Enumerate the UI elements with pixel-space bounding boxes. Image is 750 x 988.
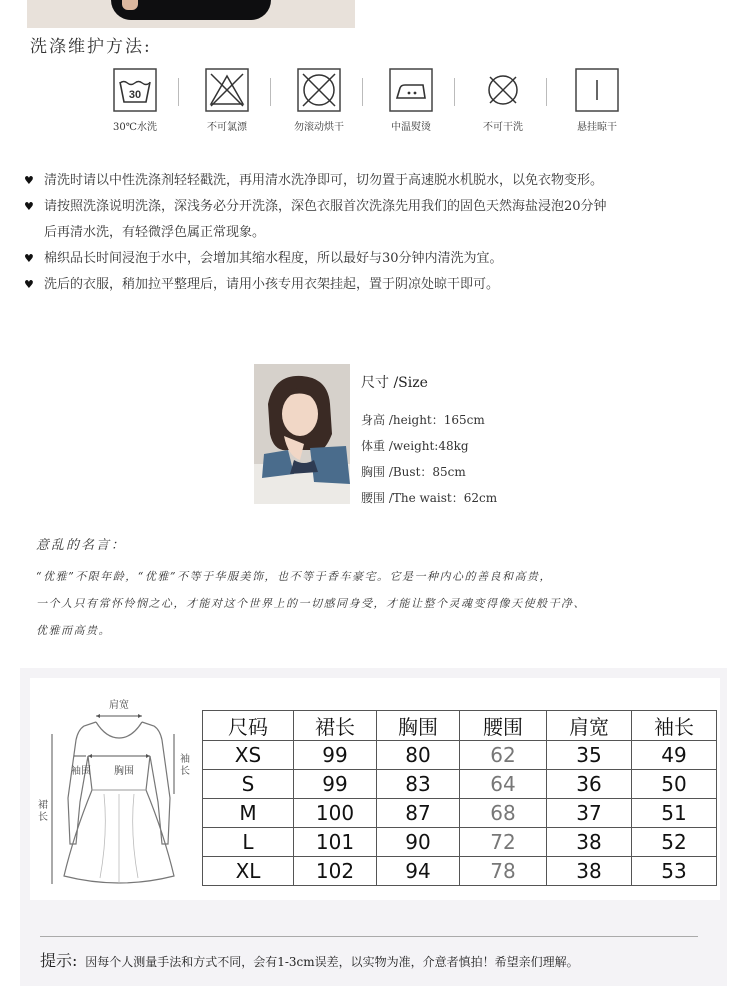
- table-cell: 50: [632, 770, 717, 799]
- quote-block: [36, 534, 736, 644]
- table-cell: 37: [547, 799, 632, 828]
- tip-label: 提示:: [40, 951, 78, 970]
- table-cell: 52: [632, 828, 717, 857]
- table-row: [203, 770, 717, 799]
- table-cell: 36: [547, 770, 632, 799]
- table-row: [203, 857, 717, 886]
- table-cell: 99: [294, 741, 377, 770]
- no-dry-clean-icon: [468, 68, 538, 133]
- quote-line: 优雅而高贵。: [36, 624, 111, 637]
- table-cell: 68: [460, 799, 547, 828]
- model-bust: 胸围 /Bust：85cm: [361, 465, 466, 479]
- diagram-label-bust: 胸围: [114, 766, 134, 777]
- table-row: [203, 799, 717, 828]
- list-item: ♥ 清洗时请以中性洗涤剂轻轻戳洗，再用清水洗净即可，切勿置于高速脱水机脱水，以免衣物变形。: [24, 168, 734, 194]
- size-title: 尺寸 /Size: [361, 375, 428, 391]
- diagram-label-shoulder: 肩宽: [109, 700, 129, 711]
- no-tumble-dry-icon: [284, 68, 354, 133]
- hang-dry-icon: [562, 68, 632, 133]
- care-label-wash: 30℃水洗: [113, 122, 157, 133]
- size-table: [202, 710, 717, 886]
- table-cell: 100: [294, 799, 377, 828]
- table-cell: 102: [294, 857, 377, 886]
- column-header: 腰围: [460, 711, 547, 741]
- quote-title: 意乱的名言：: [36, 538, 127, 553]
- diagram-label-sleeve-circ: 袖围: [71, 766, 91, 777]
- product-photo-fragment: [27, 0, 355, 28]
- column-header: 尺码: [203, 711, 294, 741]
- quote-line: 一个人只有常怀怜悯之心，才能对这个世界上的一切感同身受，才能让整个灵魂变得像天使般干净、: [36, 597, 586, 610]
- list-item: ♥ 棉织品长时间浸泡于水中，会增加其缩水程度，所以最好与30分钟内清洗为宜。: [24, 246, 734, 272]
- table-cell: 62: [460, 741, 547, 770]
- dress-diagram: [44, 694, 194, 894]
- table-cell: M: [203, 799, 294, 828]
- heart-bullet-icon: ♥: [24, 278, 34, 291]
- tip-note: [40, 948, 579, 971]
- heart-bullet-icon: ♥: [24, 200, 34, 213]
- svg-text:30: 30: [128, 89, 142, 101]
- quote-line: “优雅”不限年龄，“优雅”不等于华服美饰，也不等于香车豪宅。它是一种内心的善良和高贵，: [36, 570, 552, 583]
- table-cell: 51: [632, 799, 717, 828]
- iron-medium-icon: [376, 68, 446, 133]
- list-item-continued: 后再清水洗，有轻微浮色属正常现象。: [44, 225, 266, 240]
- table-cell: 80: [377, 741, 460, 770]
- table-cell: 101: [294, 828, 377, 857]
- diagram-label-skirt-len: 裙长: [38, 800, 48, 823]
- care-label-bleach: 不可氯漂: [207, 122, 247, 133]
- table-cell: 83: [377, 770, 460, 799]
- model-height: 身高 /height：165cm: [361, 413, 485, 427]
- table-cell: 38: [547, 857, 632, 886]
- table-cell: 90: [377, 828, 460, 857]
- table-cell: L: [203, 828, 294, 857]
- heart-bullet-icon: ♥: [24, 252, 34, 265]
- table-header-row: [203, 711, 717, 741]
- table-cell: 99: [294, 770, 377, 799]
- care-title: 洗涤维护方法:: [30, 37, 152, 57]
- column-header: 肩宽: [547, 711, 632, 741]
- table-cell: 35: [547, 741, 632, 770]
- list-item: ♥ 洗后的衣服，稍加拉平整理后，请用小孩专用衣架挂起，置于阴凉处晾干即可。: [24, 272, 734, 298]
- table-cell: 94: [377, 857, 460, 886]
- list-item: ♥ 请按照洗涤说明洗涤，深浅务必分开洗涤，深色衣服首次洗涤先用我们的固色天然海盐浸泡20分钟: [24, 194, 734, 220]
- table-cell: XL: [203, 857, 294, 886]
- model-waist: 腰围 /The waist：62cm: [361, 491, 498, 505]
- table-cell: 38: [547, 828, 632, 857]
- column-header: 裙长: [294, 711, 377, 741]
- care-instructions: [24, 168, 734, 298]
- diagram-label-sleeve-len: 袖长: [180, 754, 190, 777]
- table-cell: 49: [632, 741, 717, 770]
- table-cell: 72: [460, 828, 547, 857]
- model-photo: [254, 364, 350, 504]
- table-row: [203, 741, 717, 770]
- table-cell: 64: [460, 770, 547, 799]
- table-row: [203, 828, 717, 857]
- size-chart-card: [30, 678, 720, 900]
- divider: [40, 936, 698, 937]
- model-weight: 体重 /weight:48kg: [361, 439, 469, 453]
- table-cell: S: [203, 770, 294, 799]
- heart-bullet-icon: ♥: [24, 174, 34, 187]
- column-header: 袖长: [632, 711, 717, 741]
- care-label-hang: 悬挂晾干: [577, 122, 617, 133]
- table-cell: XS: [203, 741, 294, 770]
- table-cell: 78: [460, 857, 547, 886]
- column-header: 胸围: [377, 711, 460, 741]
- table-cell: 53: [632, 857, 717, 886]
- no-bleach-icon: [192, 68, 262, 133]
- care-icons-row: [100, 68, 640, 152]
- care-label-dryclean: 不可干洗: [483, 122, 523, 133]
- care-label-tumble: 勿滚动烘干: [294, 122, 344, 133]
- tip-text: 因每个人测量手法和方式不同，会有1-3cm误差，以实物为准，介意者慎拍！希望亲们理解。: [85, 955, 579, 969]
- size-chart-panel: [20, 668, 727, 986]
- wash-30-icon: [100, 68, 170, 133]
- table-cell: 87: [377, 799, 460, 828]
- care-label-iron: 中温熨烫: [391, 122, 431, 133]
